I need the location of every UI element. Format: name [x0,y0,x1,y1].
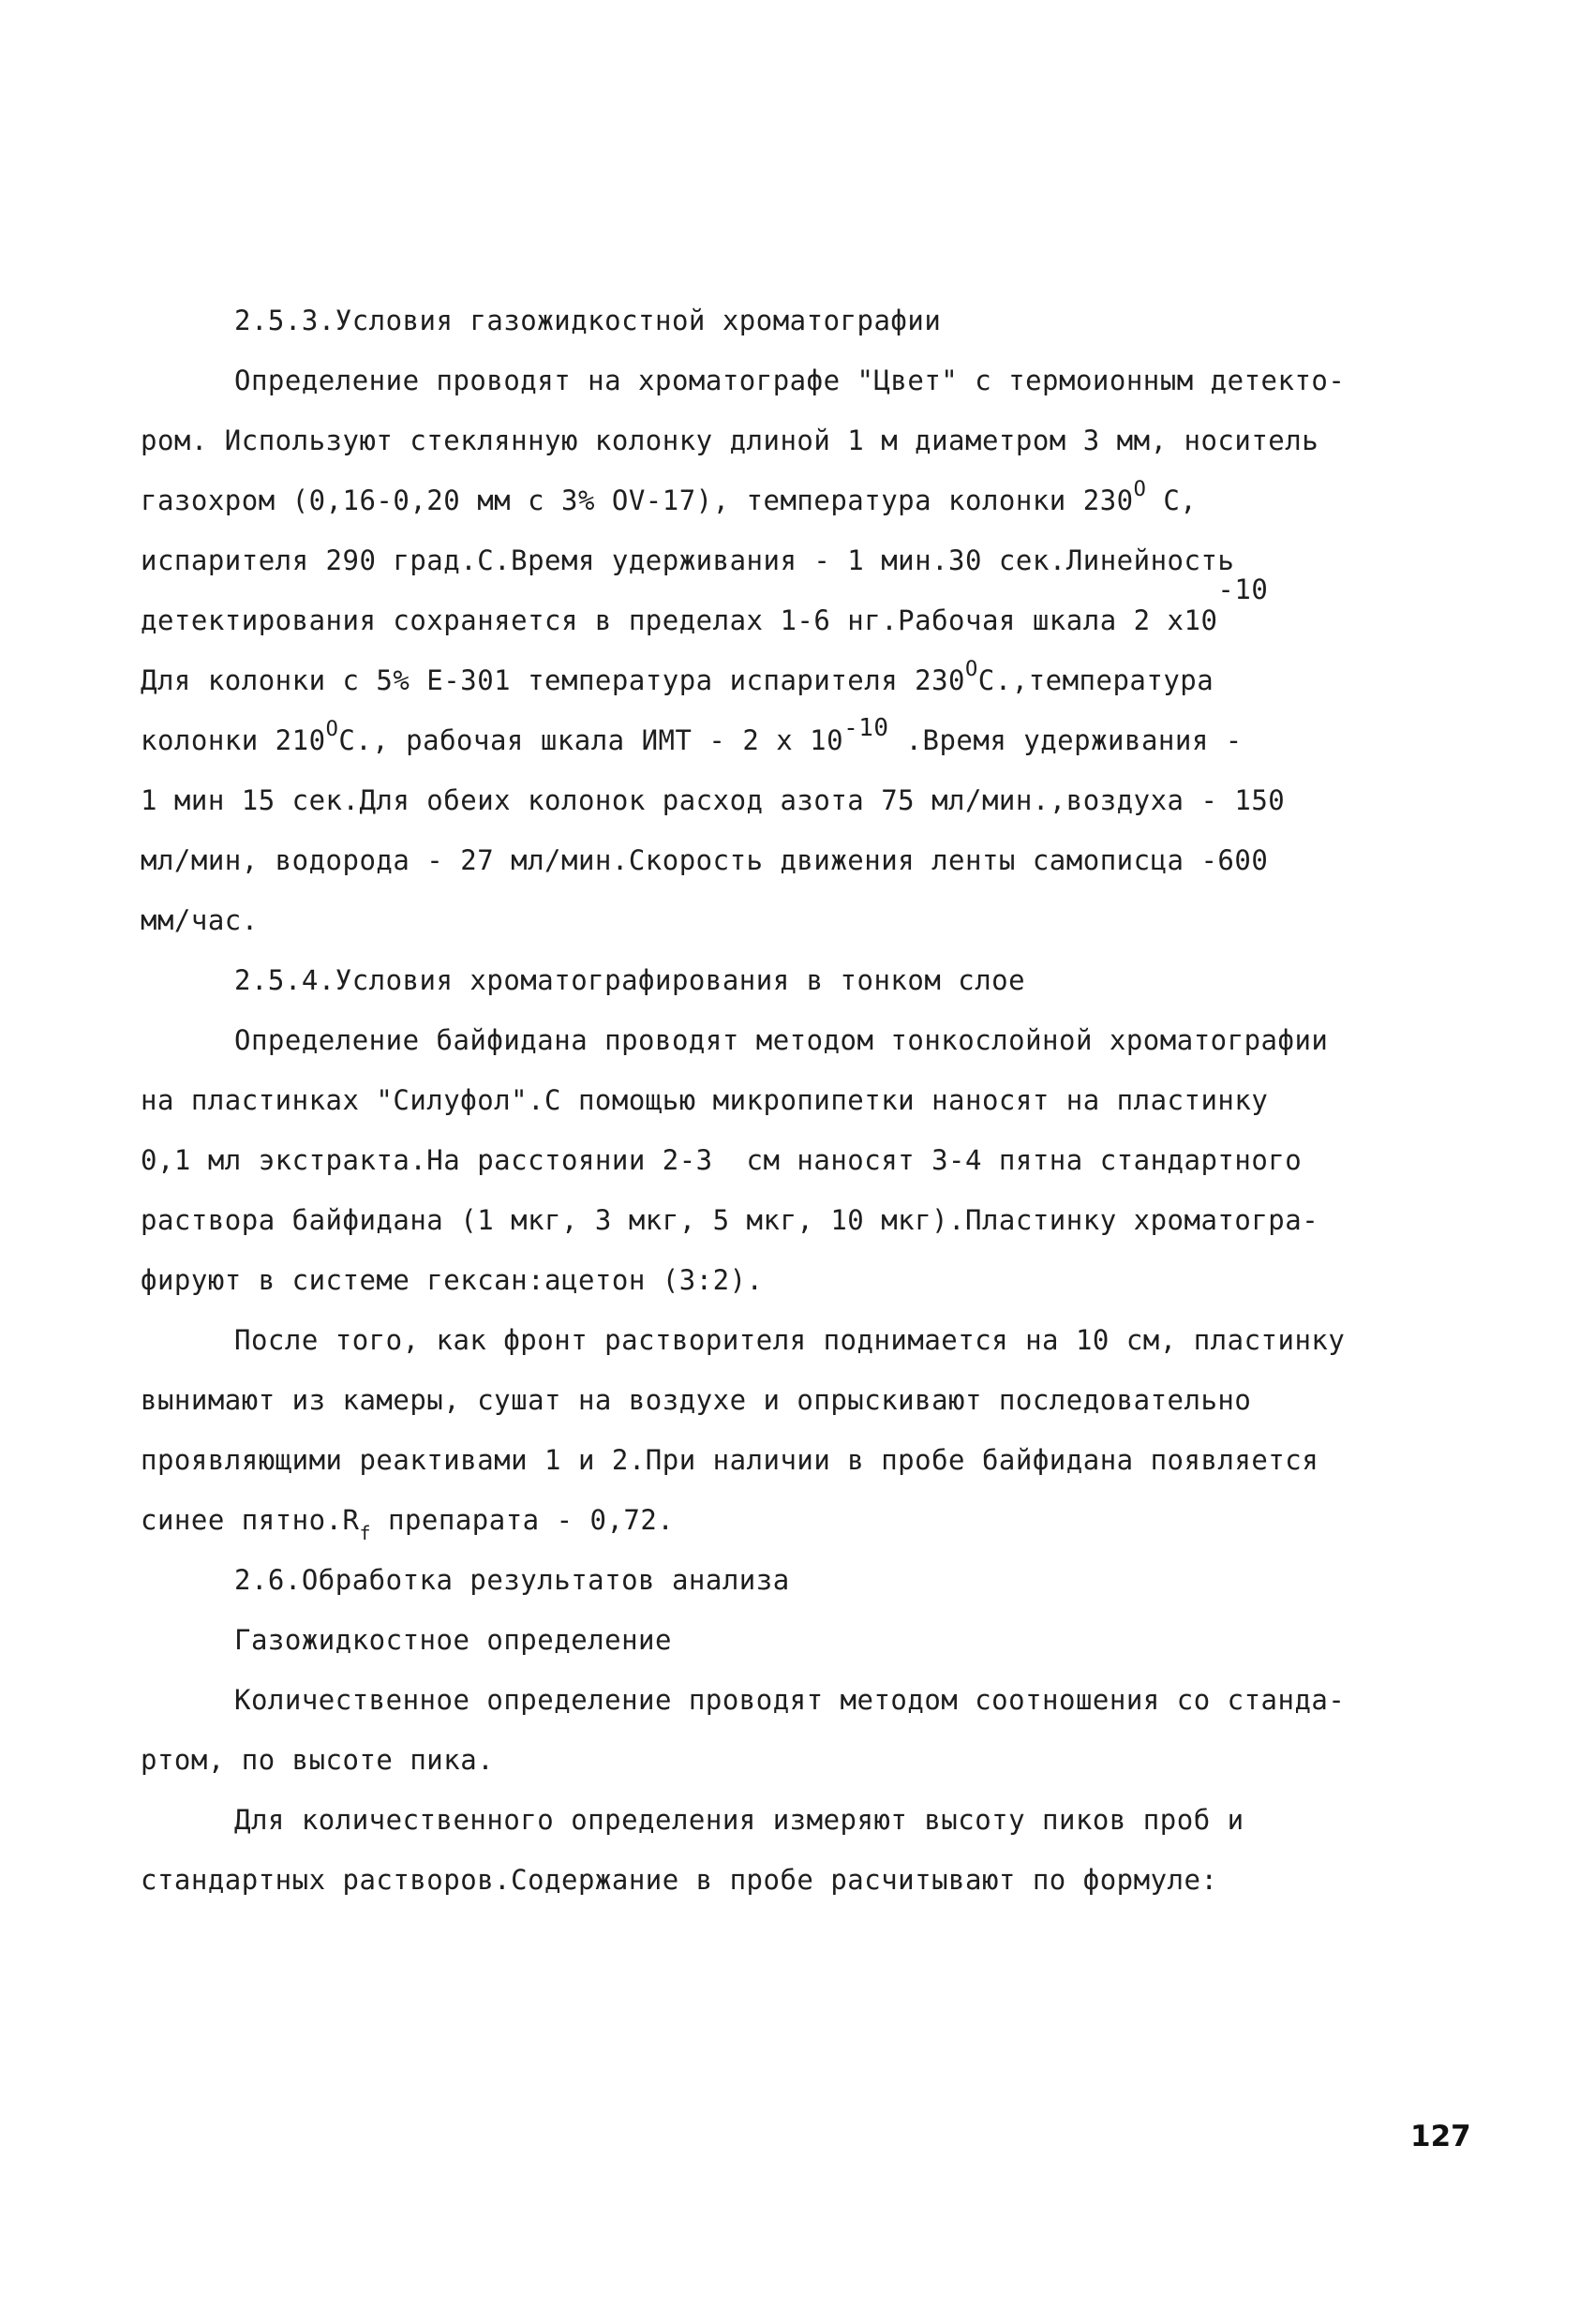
paragraph-line: проявляющими реактивами 1 и 2.При наличии в пробе байфидана появляется [141,1444,1319,1476]
paragraph-line: 0,1 мл экстракта.На расстоянии 2-3 см наносят 3-4 пятна стандартного [141,1144,1303,1176]
paragraph-line: После того, как фронт растворителя поднимается на 10 см, пластинку [234,1324,1346,1356]
section-heading-2-6: 2.6.Обработка результатов анализа [234,1564,790,1596]
paragraph-line: Для количественного определения измеряют высоту пиков проб и [234,1804,1244,1836]
paragraph-line: вынимают из камеры, сушат на воздухе и опрыскивают последовательно [141,1384,1252,1416]
degree-sign: O [325,718,339,742]
paragraph-line: мл/мин, водорода - 27 мл/мин.Скорость движения ленты самописца -600 [141,844,1269,876]
paragraph-line: на пластинках "Силуфол".С помощью микропипетки наносят на пластинку [141,1084,1269,1116]
paragraph-line: фируют в системе гексан:ацетон (3:2). [141,1264,764,1296]
paragraph-line: синее $пятно.R_f$ препарата - 0,72. [141,1504,675,1544]
paragraph-line: раствора байфидана (1 мкг, 3 мкг, 5 мкг, 10 мкг).Пластинку хроматогра- [141,1204,1319,1236]
paragraph-line: Количественное определение проводят методом соотношения со станда- [234,1684,1346,1716]
paragraph-line: испарителя 290 град.С.Время удерживания - 1 мин.30 сек.Линейность [141,544,1235,576]
exponent: -10 [843,714,889,743]
rf-subscript: f [359,1521,372,1544]
body-text [141,290,1452,1910]
paragraph-line: Определение проводят на хроматографе "Цвет" с термоионным детекто- [234,365,1346,396]
section-heading-2-5-4: 2.5.4.Условия хроматографирования в тонком слое [234,964,1026,996]
paragraph-line: ром. Используют стеклянную колонку длиной 1 м диаметром 3 мм, носитель [141,425,1319,456]
subheading-gas-liquid: Газожидкостное определение [234,1624,672,1656]
degree-sign: O [1133,478,1147,502]
paragraph-line: Определение байфидана проводят методом тонкослойной хроматографии [234,1024,1329,1056]
paragraph-line: 1 мин 15 сек.Для обеих колонок расход азота 75 мл/мин.,воздуха - 150 [141,784,1286,816]
section-heading-2-5-3: 2.5.3.Условия газожидкостной хроматографии [234,305,942,336]
exponent: -10 [1217,574,1269,606]
page-number: 127 [1410,2120,1471,2153]
paragraph-line: газохром (0,16-0,20 мм с 3% OV-17), температура колонки $230^O$ C, [141,478,1198,516]
paragraph-line: детектирования сохраняется в пределах 1-6 нг.Рабочая шкала 2 $х10^{-10}$ [141,574,1269,636]
paragraph-line: мм/час. [141,904,259,936]
paragraph-line: Для колонки с 5% Е-301 температура испарителя $230^OС.,температура$ [141,658,1214,696]
paragraph-line: ртом, по высоте пика. [141,1744,495,1776]
paragraph-line: стандартных растворов.Содержание в пробе расчитывают по формуле: [141,1864,1218,1896]
degree-sign: O [965,658,978,682]
paragraph-line: колонки $210^OС$., рабочая шкала ИМТ - 2 х $10^{-10}$ .Время удерживания - [141,714,1243,756]
